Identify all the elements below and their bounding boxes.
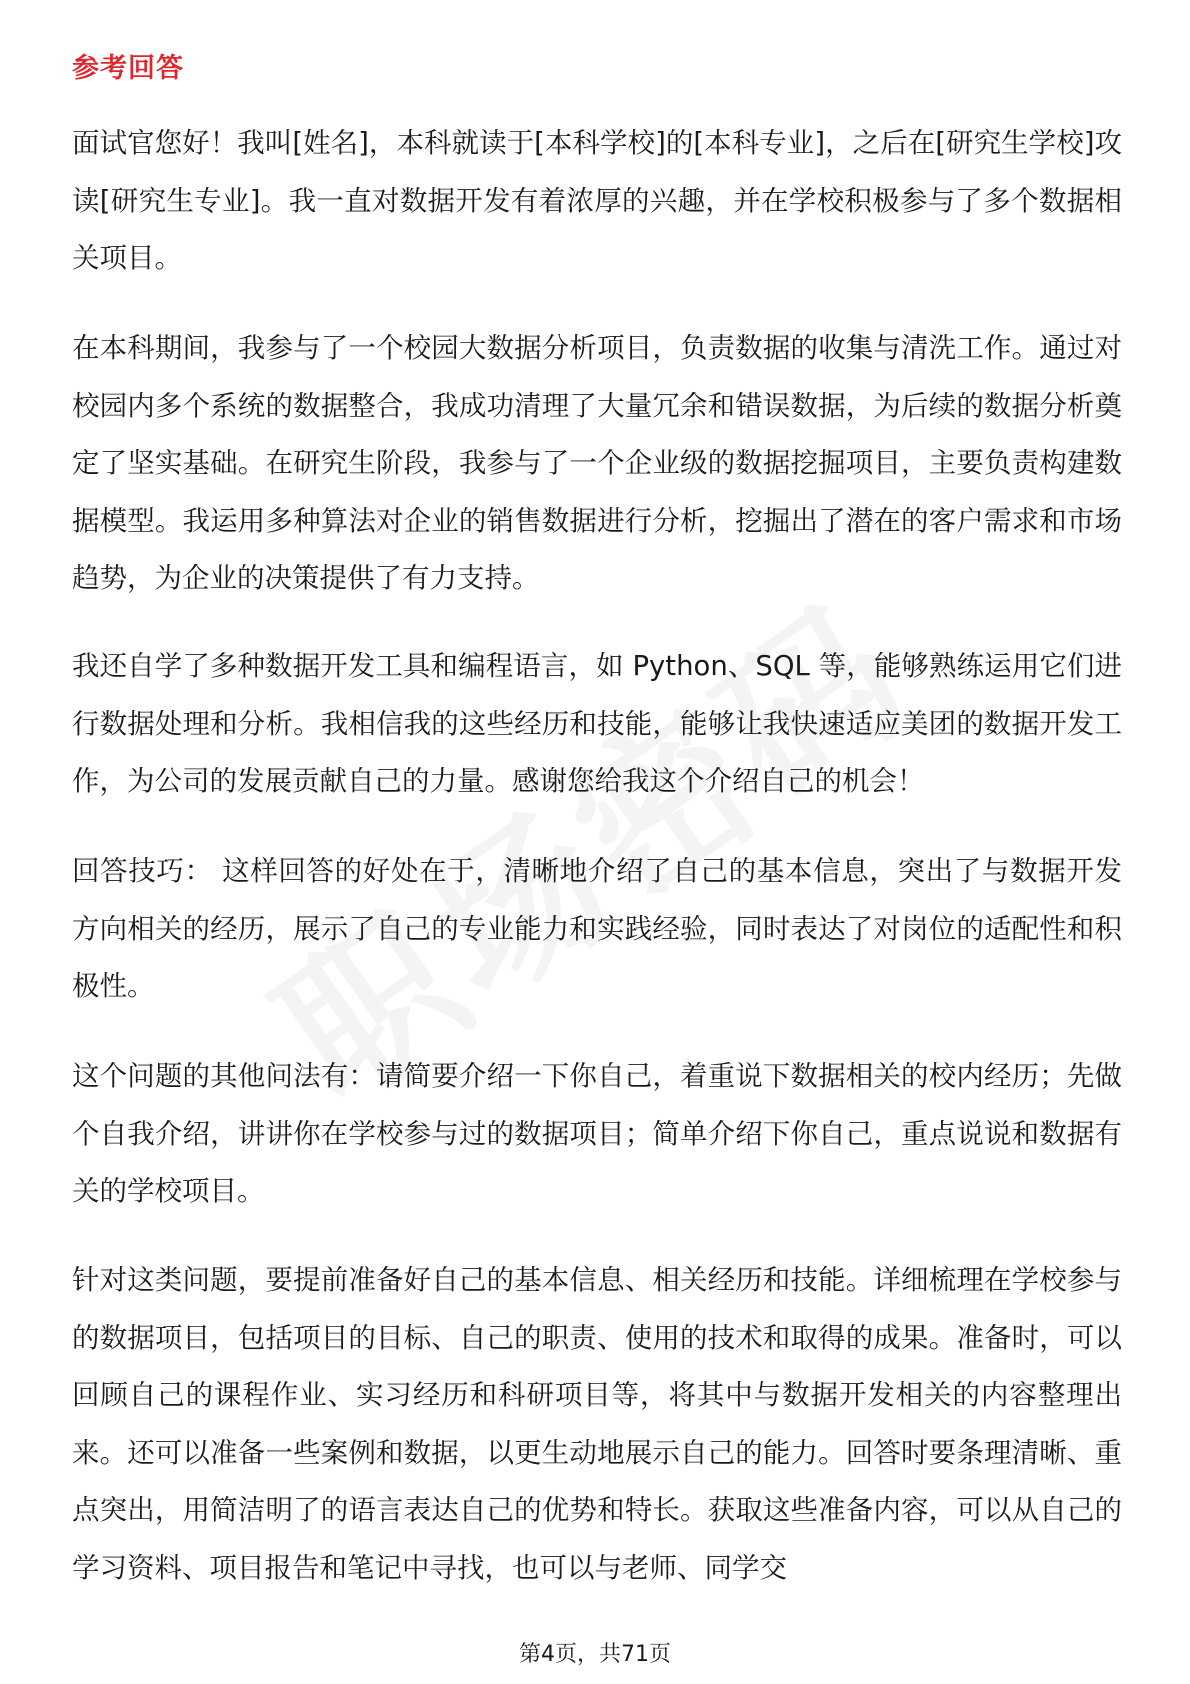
paragraph-alternate-questions: 这个问题的其他问法有：请简要介绍一下你自己，着重说下数据相关的校内经历；先做个自我介绍，讲讲你在学校参与过的数据项目；简单介绍下你自己，重点说说和数据有关的学校项目。 [72, 1060, 1122, 1207]
page-number-footer: 第4页，共71页 [519, 1642, 671, 1667]
paragraph-experience: 在本科期间，我参与了一个校园大数据分析项目，负责数据的收集与清洗工作。通过对校园内多个系统的数据整合，我成功清理了大量冗余和错误数据，为后续的数据分析奠定了坚实基础。在研究生阶段，我参与了一个企业级的数据挖掘项目，主要负责构建数据模型。我运用多种算法对企业的销售数据进行分析，挖掘出了潜在的客户需求和市场趋势，为企业的决策提供了有力支持。 [72, 332, 1122, 594]
section-title: 参考回答 [72, 53, 184, 84]
paragraph-intro: 面试官您好！我叫[姓名]，本科就读于[本科学校]的[本科专业]，之后在[研究生学校]攻读[研究生专业]。我一直对数据开发有着浓厚的兴趣，并在学校积极参与了多个数据相关项目。 [72, 127, 1122, 274]
paragraph-answer-tips: 回答技巧： 这样回答的好处在于，清晰地介绍了自己的基本信息，突出了与数据开发方向相关的经历，展示了自己的专业能力和实践经验，同时表达了对岗位的适配性和积极性。 [72, 855, 1122, 1002]
paragraph-skills: 我还自学了多种数据开发工具和编程语言，如 Python、SQL 等，能够熟练运用它们进行数据处理和分析。我相信我的这些经历和技能，能够让我快速适应美团的数据开发工作，为公司的发展贡献自己的力量。感谢您给我这个介绍自己的机会！ [72, 650, 1122, 797]
paragraph-preparation: 针对这类问题，要提前准备好自己的基本信息、相关经历和技能。详细梳理在学校参与的数据项目，包括项目的目标、自己的职责、使用的技术和取得的成果。准备时，可以回顾自己的课程作业、实习经历和科研项目等，将其中与数据开发相关的内容整理出来。还可以准备一些案例和数据，以更生动地展示自己的能力。回答时要条理清晰、重点突出，用简洁明了的语言表达自己的优势和特长。获取这些准备内容，可以从自己的学习资料、项目报告和笔记中寻找，也可以与老师、同学交 [72, 1264, 1122, 1584]
